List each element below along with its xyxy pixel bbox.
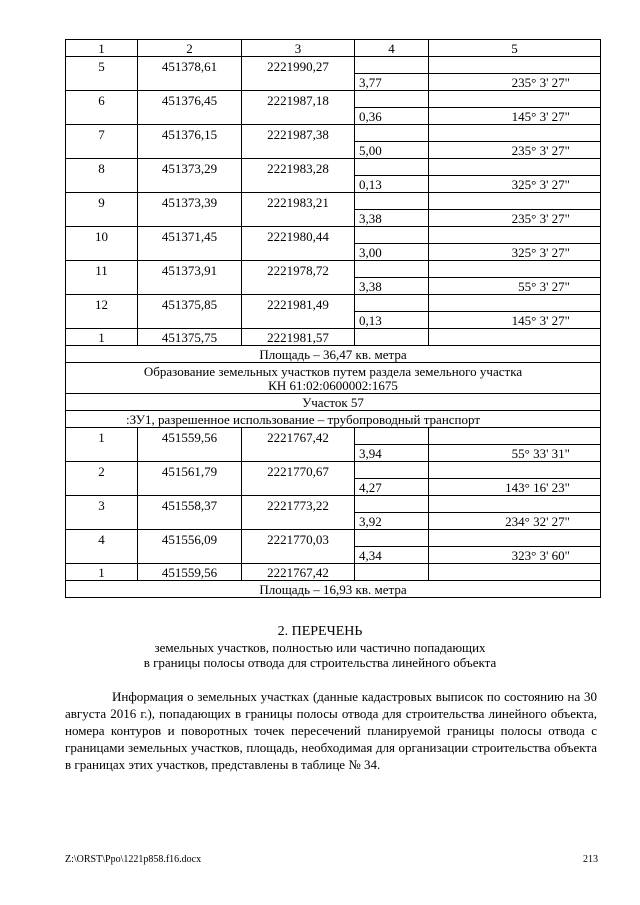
coord-y: 2221983,21 (242, 193, 355, 210)
table-row (66, 176, 601, 193)
point-number: 1 (66, 329, 138, 346)
empty-cell (138, 244, 242, 261)
section-title: 2. ПЕРЕЧЕНЬ (277, 624, 363, 639)
table-row (66, 547, 601, 564)
empty-cell (66, 142, 138, 159)
direction-angle: 234° 32' 27" (429, 513, 601, 530)
empty-cell (66, 176, 138, 193)
table-row (66, 428, 601, 445)
empty-cell (429, 564, 601, 581)
empty-cell (429, 462, 601, 479)
coord-x: 451559,56 (138, 564, 242, 581)
empty-cell (429, 329, 601, 346)
direction-angle: 145° 3' 27" (429, 108, 601, 125)
coord-x: 451371,45 (138, 227, 242, 244)
point-number: 2 (66, 462, 138, 479)
empty-cell (429, 125, 601, 142)
empty-cell (66, 108, 138, 125)
column-number-5: 5 (429, 40, 601, 57)
direction-angle: 323° 3' 60" (429, 547, 601, 564)
empty-cell (429, 428, 601, 445)
empty-cell (355, 57, 429, 74)
empty-cell (138, 547, 242, 564)
empty-cell (66, 547, 138, 564)
coord-y: 2221990,27 (242, 57, 355, 74)
footer-page-number: 213 (583, 854, 598, 865)
empty-cell (429, 159, 601, 176)
formation-line-1: Образование земельных участков путем раздела земельного участка (143, 364, 523, 379)
empty-cell (138, 210, 242, 227)
empty-cell (355, 295, 429, 312)
empty-cell (355, 125, 429, 142)
empty-cell (66, 312, 138, 329)
empty-cell (138, 142, 242, 159)
direction-angle: 325° 3' 27" (429, 176, 601, 193)
coord-y: 2221983,28 (242, 159, 355, 176)
coord-x: 451373,29 (138, 159, 242, 176)
empty-cell (429, 91, 601, 108)
segment-length: 3,38 (355, 278, 429, 295)
empty-cell (429, 261, 601, 278)
coord-y: 2221767,42 (242, 428, 355, 445)
coord-y: 2221981,49 (242, 295, 355, 312)
table-row (66, 261, 601, 278)
empty-cell (429, 496, 601, 513)
area-summary-2-row (66, 581, 601, 598)
column-number-2: 2 (138, 40, 242, 57)
empty-cell (355, 261, 429, 278)
coordinates-table (65, 39, 601, 598)
point-number: 1 (66, 564, 138, 581)
direction-angle: 235° 3' 27" (429, 74, 601, 91)
empty-cell (355, 428, 429, 445)
table-row (66, 329, 601, 346)
empty-cell (242, 244, 355, 261)
plot-title-row (66, 394, 601, 411)
table-row (66, 564, 601, 581)
empty-cell (138, 312, 242, 329)
empty-cell (242, 176, 355, 193)
empty-cell (242, 142, 355, 159)
point-number: 5 (66, 57, 138, 74)
empty-cell (355, 227, 429, 244)
coord-y: 2221981,57 (242, 329, 355, 346)
point-number: 8 (66, 159, 138, 176)
segment-length: 3,92 (355, 513, 429, 530)
segment-length: 0,36 (355, 108, 429, 125)
direction-angle: 235° 3' 27" (429, 210, 601, 227)
direction-angle: 145° 3' 27" (429, 312, 601, 329)
table-row (66, 278, 601, 295)
empty-cell (242, 479, 355, 496)
formation-cell (66, 363, 601, 394)
empty-cell (138, 445, 242, 462)
column-number-3: 3 (242, 40, 355, 57)
table-row (66, 295, 601, 312)
empty-cell (242, 547, 355, 564)
empty-cell (138, 108, 242, 125)
area-summary-1: Площадь – 36,47 кв. метра (66, 346, 601, 363)
direction-angle: 55° 3' 27" (429, 278, 601, 295)
table-row (66, 210, 601, 227)
segment-length: 0,13 (355, 176, 429, 193)
point-number: 11 (66, 261, 138, 278)
table-row (66, 496, 601, 513)
point-number: 4 (66, 530, 138, 547)
empty-cell (242, 108, 355, 125)
table-row (66, 74, 601, 91)
table-row (66, 244, 601, 261)
table-row (66, 159, 601, 176)
segment-length: 4,27 (355, 479, 429, 496)
coord-y: 2221770,67 (242, 462, 355, 479)
empty-cell (355, 564, 429, 581)
plot-title: Участок 57 (66, 394, 601, 411)
permitted-use: :ЗУ1, разрешенное использование – трубопроводный транспорт (66, 411, 601, 428)
segment-length: 5,00 (355, 142, 429, 159)
formation-row (66, 363, 601, 394)
direction-angle: 143° 16' 23" (429, 479, 601, 496)
point-number: 3 (66, 496, 138, 513)
empty-cell (429, 295, 601, 312)
coord-x: 451558,37 (138, 496, 242, 513)
column-number-1: 1 (66, 40, 138, 57)
coord-x: 451376,45 (138, 91, 242, 108)
table-row (66, 513, 601, 530)
empty-cell (66, 445, 138, 462)
coord-y: 2221987,38 (242, 125, 355, 142)
table-header-row (66, 40, 601, 57)
empty-cell (242, 74, 355, 91)
point-number: 9 (66, 193, 138, 210)
empty-cell (355, 91, 429, 108)
coord-x: 451561,79 (138, 462, 242, 479)
empty-cell (355, 159, 429, 176)
table-row (66, 462, 601, 479)
empty-cell (242, 210, 355, 227)
point-number: 6 (66, 91, 138, 108)
table-row (66, 227, 601, 244)
section-subtitle-line-2: в границы полосы отвода для строительства линейного объекта (143, 655, 497, 670)
empty-cell (355, 462, 429, 479)
table-row (66, 312, 601, 329)
table-row (66, 142, 601, 159)
area-summary-1-row (66, 346, 601, 363)
area-summary-2: Площадь – 16,93 кв. метра (66, 581, 601, 598)
empty-cell (355, 530, 429, 547)
empty-cell (355, 193, 429, 210)
empty-cell (66, 278, 138, 295)
empty-cell (66, 244, 138, 261)
table-row (66, 479, 601, 496)
direction-angle: 55° 33' 31" (429, 445, 601, 462)
table-row (66, 445, 601, 462)
point-number: 1 (66, 428, 138, 445)
coord-x: 451559,56 (138, 428, 242, 445)
coord-x: 451373,39 (138, 193, 242, 210)
empty-cell (429, 57, 601, 74)
empty-cell (138, 278, 242, 295)
coord-x: 451556,09 (138, 530, 242, 547)
empty-cell (242, 513, 355, 530)
direction-angle: 235° 3' 27" (429, 142, 601, 159)
coord-y: 2221773,22 (242, 496, 355, 513)
table-row (66, 530, 601, 547)
empty-cell (66, 513, 138, 530)
segment-length: 3,00 (355, 244, 429, 261)
segment-length: 3,38 (355, 210, 429, 227)
coord-x: 451376,15 (138, 125, 242, 142)
empty-cell (138, 513, 242, 530)
point-number: 10 (66, 227, 138, 244)
empty-cell (138, 74, 242, 91)
coord-y: 2221987,18 (242, 91, 355, 108)
table-row (66, 57, 601, 74)
coord-y: 2221978,72 (242, 261, 355, 278)
coord-x: 451375,75 (138, 329, 242, 346)
empty-cell (242, 312, 355, 329)
empty-cell (355, 496, 429, 513)
segment-length: 0,13 (355, 312, 429, 329)
coord-y: 2221980,44 (242, 227, 355, 244)
empty-cell (429, 530, 601, 547)
segment-length: 4,34 (355, 547, 429, 564)
point-number: 7 (66, 125, 138, 142)
coord-y: 2221767,42 (242, 564, 355, 581)
permitted-use-row (66, 411, 601, 428)
empty-cell (66, 479, 138, 496)
empty-cell (355, 329, 429, 346)
table-row (66, 91, 601, 108)
empty-cell (242, 278, 355, 295)
column-number-4: 4 (355, 40, 429, 57)
empty-cell (66, 210, 138, 227)
segment-length: 3,77 (355, 74, 429, 91)
direction-angle: 325° 3' 27" (429, 244, 601, 261)
empty-cell (138, 479, 242, 496)
table-row (66, 193, 601, 210)
table-row (66, 108, 601, 125)
cadastral-number: КН 61:02:0600002:1675 (268, 378, 398, 393)
segment-length: 3,94 (355, 445, 429, 462)
coord-y: 2221770,03 (242, 530, 355, 547)
coord-x: 451375,85 (138, 295, 242, 312)
empty-cell (66, 74, 138, 91)
coord-x: 451378,61 (138, 57, 242, 74)
info-paragraph: Информация о земельных участках (данные кадастровых выписок по состоянию на 30 августа 2016 г.), попадающих в границы полосы отвода для строительства линейного объекта, номера контуров и поворотных точек пересечений планируемой границы полосы отвода с границами земельных участков, площадь, необходимая для организации строительства объекта в границах этих участков, представлены в таблице № 34. (65, 689, 597, 772)
empty-cell (138, 176, 242, 193)
point-number: 12 (66, 295, 138, 312)
section-subtitle-line-1: земельных участков, полностью или частично попадающих (154, 640, 486, 655)
empty-cell (429, 227, 601, 244)
coord-x: 451373,91 (138, 261, 242, 278)
empty-cell (242, 445, 355, 462)
footer-file-path: Z:\ORST\Ppo\1221p858.f16.docx (65, 854, 202, 865)
empty-cell (429, 193, 601, 210)
table-row (66, 125, 601, 142)
